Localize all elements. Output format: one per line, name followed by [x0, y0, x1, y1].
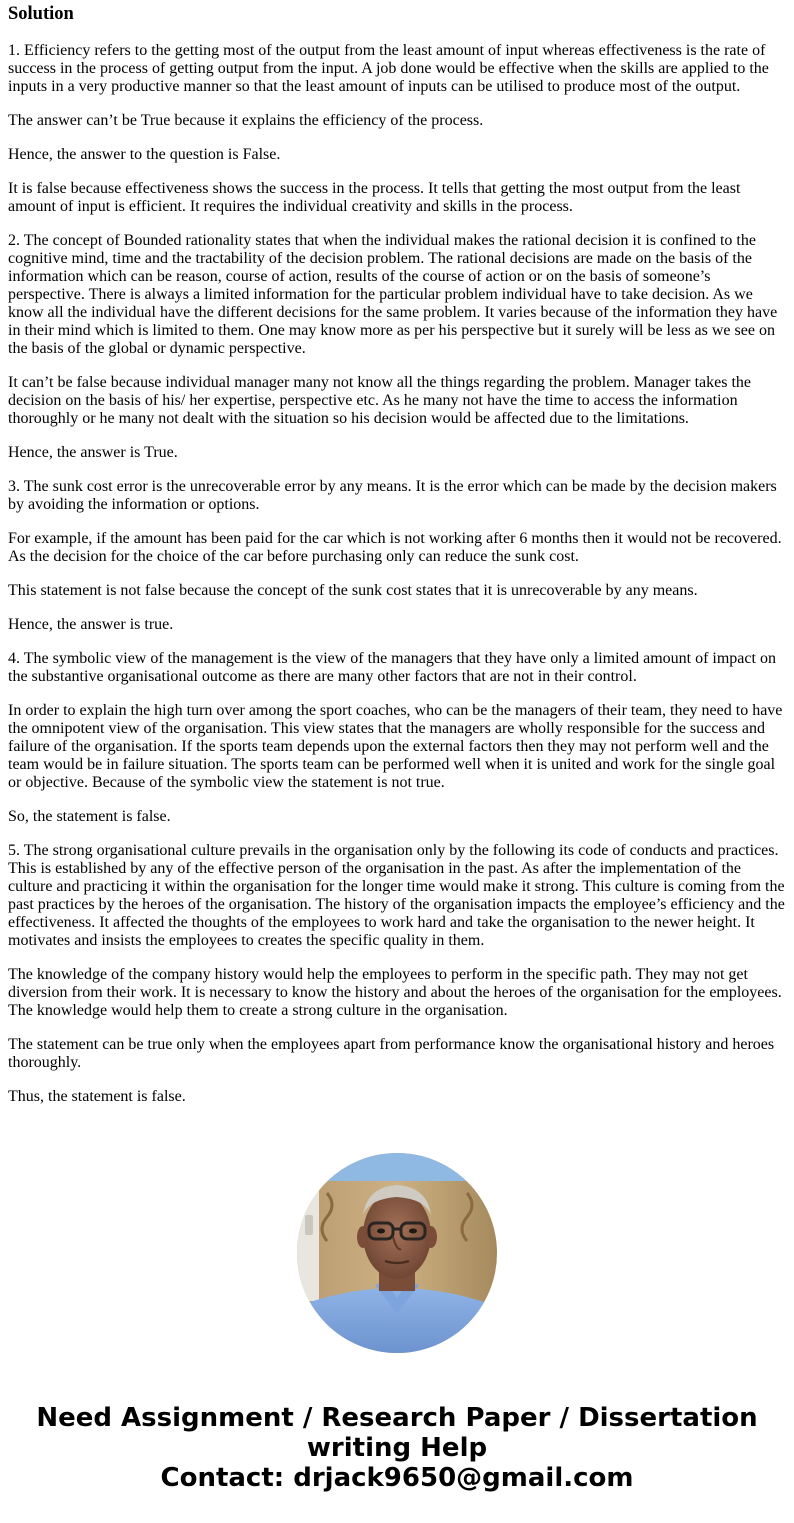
footer-contact: Contact: drjack9650@gmail.com: [160, 1463, 634, 1493]
paragraph-12: 4. The symbolic view of the management is the view of the managers that they have only a limited amount of impact on the substantive organisational outcome as there are many other factors that are not in their control.: [8, 650, 776, 685]
paragraph-5: 2. The concept of Bounded rationality states that when the individual makes the rational decision it is confined to the cognitive mind, time and the tractability of the decision problem. The rational decisions are made on the basis of the information which can be reason, course of action, results of the course of action or on the basis of someone’s perspective. There is always a limited information for the particular problem individual have to take decision. As we know all the individual have the different decisions for the same problem. It varies because of the information they have in their mind which is limited to them. One may know more as per his perspective but it surely will be less as we see on the basis of the global or dynamic perspective.: [8, 232, 778, 357]
paragraph-4: It is false because effectiveness shows the success in the process. It tells that getting the most output from the least amount of input is efficient. It requires the individual creativity and skills in the process.: [8, 180, 741, 215]
footer-line-1: Need Assignment / Research Paper / Dissertation: [36, 1403, 758, 1433]
paragraph-9: For example, if the amount has been paid for the car which is not working after 6 months then it would not be recovered. As the decision for the choice of the car before purchasing only can reduce the sunk cost.: [8, 530, 782, 565]
footer-banner: [0, 1403, 794, 1493]
paragraph-7: Hence, the answer is True.: [8, 444, 178, 461]
paragraph-15: 5. The strong organisational culture prevails in the organisation only by the following its code of conducts and practices. This is established by any of the effective person of the organisation in the past. As after the implementation of the culture and practicing it within the organisation for the longer time would make it strong. This culture is coming from the past practices by the heroes of the organisation. The history of the organisation impacts the employee’s efficiency and the effectiveness. It affected the thoughts of the employees to work hard and take the organisation to the newer height. It motivates and insists the employees to creates the specific quality in them.: [8, 842, 785, 949]
paragraph-18: Thus, the statement is false.: [8, 1088, 186, 1105]
paragraph-8: 3. The sunk cost error is the unrecoverable error by any means. It is the error which can be made by the decision makers by avoiding the information or options.: [8, 478, 777, 513]
author-photo-icon: [297, 1153, 497, 1353]
solution-article: [8, 0, 786, 1106]
author-photo: [297, 1153, 497, 1353]
paragraph-11: Hence, the answer is true.: [8, 616, 174, 633]
paragraph-6: It can’t be false because individual manager many not know all the things regarding the problem. Manager takes the decision on the basis of his/ her expertise, perspective etc. As he many not have the time to access the information thoroughly or he many not dealt with the situation so his decision would be affected due to the limitations.: [8, 374, 752, 427]
page-title: Solution: [8, 4, 74, 24]
paragraph-2: The answer can’t be True because it explains the efficiency of the process.: [8, 112, 484, 129]
paragraph-14: So, the statement is false.: [8, 808, 171, 825]
paragraph-16: The knowledge of the company history would help the employees to perform in the specific path. They may not get diversion from their work. It is necessary to know the history and about the heroes of the organisation for the employees. The knowledge would help them to create a strong culture in the organisation.: [8, 966, 782, 1019]
paragraph-3: Hence, the answer to the question is False.: [8, 146, 281, 163]
paragraph-13: In order to explain the high turn over among the sport coaches, who can be the managers of their team, they need to have the omnipotent view of the organisation. This view states that the managers are wholly responsible for the success and failure of the organisation. If the sports team depends upon the external factors then they may not perform well and the team would be in failure situation. The sports team can be performed well when it is united and work for the single goal or objective. Because of the symbolic view the statement is not true.: [8, 702, 783, 791]
paragraph-1: 1. Efficiency refers to the getting most of the output from the least amount of input whereas effectiveness is the rate of success in the process of getting output from the input. A job done would be effective when the skills are applied to the inputs in a very productive manner so that the least amount of inputs can be utilised to produce most of the output.: [8, 42, 769, 95]
paragraph-10: This statement is not false because the concept of the sunk cost states that it is unrecoverable by any means.: [8, 582, 698, 599]
paragraph-17: The statement can be true only when the employees apart from performance know the organisational history and heroes thoroughly.: [8, 1036, 775, 1071]
footer-line-2: writing Help: [306, 1433, 488, 1463]
